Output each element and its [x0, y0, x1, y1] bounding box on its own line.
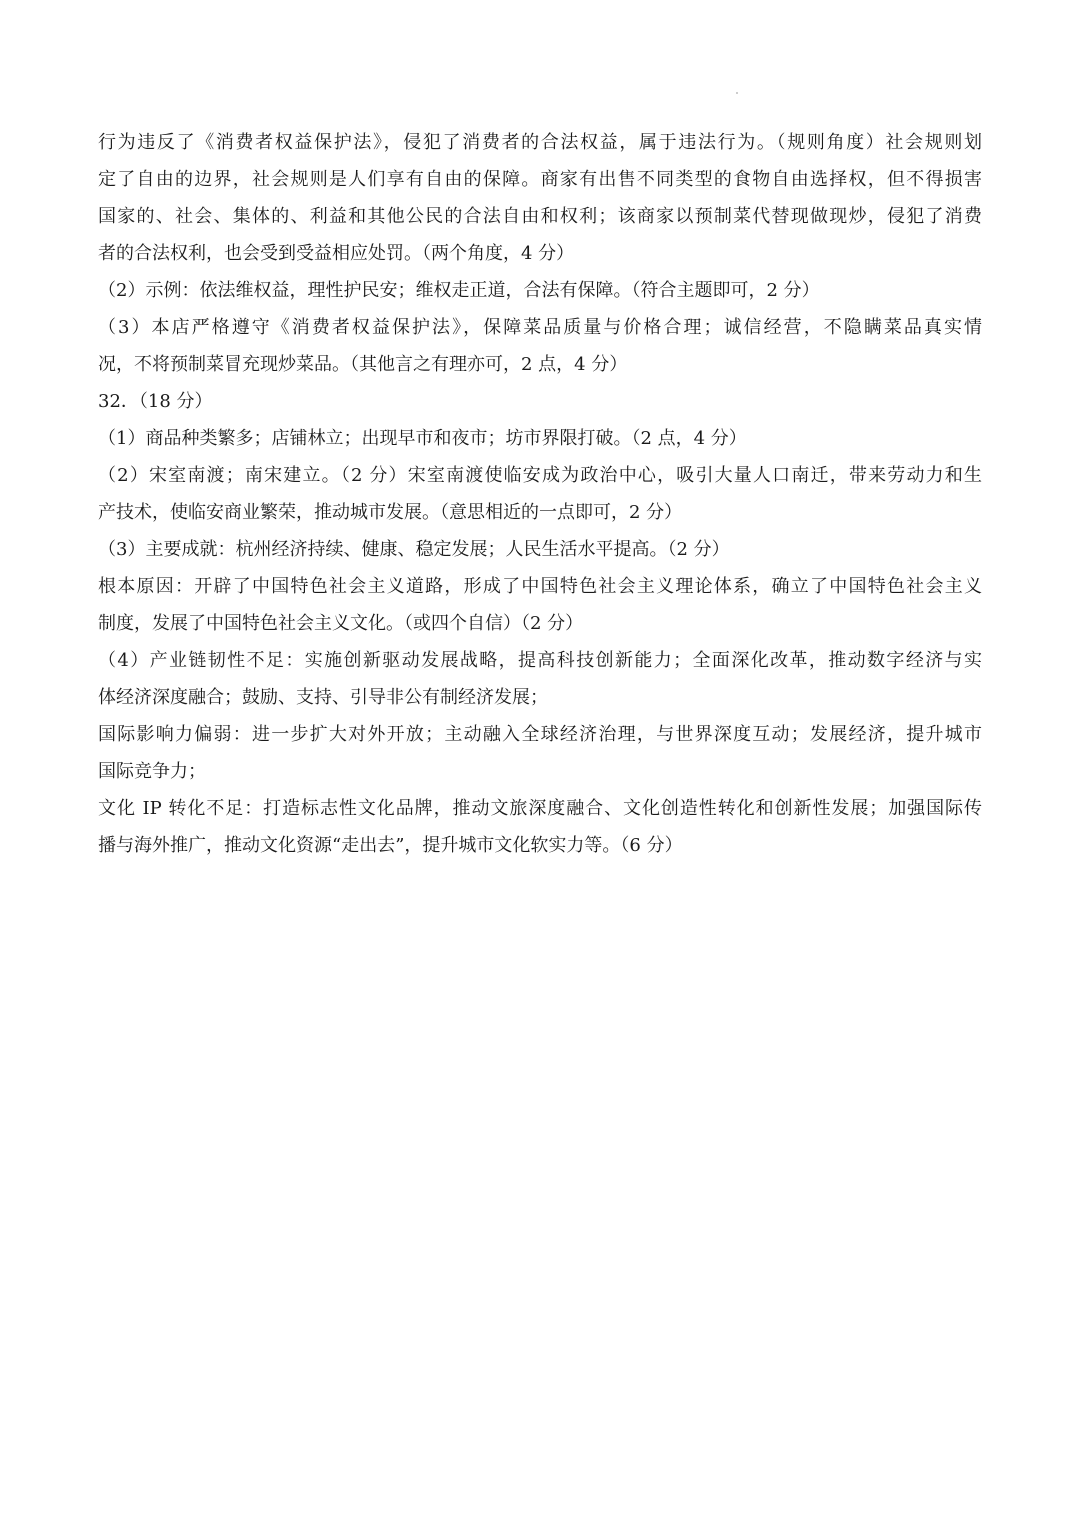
answer-line: 播与海外推广，推动文化资源“走出去”，提升城市文化软实力等。（6 分） — [98, 835, 683, 856]
answer-line: （3）本店严格遵守《消费者权益保护法》，保障菜品质量与价格合理；诚信经营，不隐瞒菜品真实情 — [98, 317, 982, 338]
answer-line: 行为违反了《消费者权益保护法》，侵犯了消费者的合法权益，属于违法行为。（规则角度）社会规则划 — [98, 132, 982, 153]
answer-line: 定了自由的边界，社会规则是人们享有自由的保障。商家有出售不同类型的食物自由选择权，但不得损害 — [98, 169, 982, 190]
answer-text-block — [98, 124, 982, 864]
answer-line: 国际竞争力； — [98, 761, 206, 782]
answer-line: 文化 IP 转化不足：打造标志性文化品牌，推动文旅深度融合、文化创造性转化和创新性发展；加强国际传 — [98, 798, 982, 819]
answer-line: （4）产业链韧性不足：实施创新驱动发展战略，提高科技创新能力；全面深化改革，推动数字经济与实 — [98, 650, 982, 671]
answer-line: 产技术，使临安商业繁荣，推动城市发展。（意思相近的一点即可，2 分） — [98, 502, 683, 523]
answer-line: 制度，发展了中国特色社会主义文化。（或四个自信）（2 分） — [98, 613, 584, 634]
answer-line: 体经济深度融合；鼓励、支持、引导非公有制经济发展； — [98, 687, 548, 708]
question-number: 32．（18 分） — [98, 391, 213, 412]
answer-line: （3）主要成就：杭州经济持续、健康、稳定发展；人民生活水平提高。（2 分） — [98, 539, 730, 560]
answer-line: 根本原因：开辟了中国特色社会主义道路，形成了中国特色社会主义理论体系，确立了中国特色社会主义 — [98, 576, 982, 597]
answer-line: 国际影响力偏弱：进一步扩大对外开放；主动融入全球经济治理，与世界深度互动；发展经济，提升城市 — [98, 724, 982, 745]
scan-speck — [736, 92, 738, 94]
answer-line: 者的合法权利，也会受到受益相应处罚。（两个角度，4 分） — [98, 243, 575, 264]
answer-line: 国家的、社会、集体的、利益和其他公民的合法自由和权利；该商家以预制菜代替现做现炒，侵犯了消费 — [98, 206, 982, 227]
answer-line: （2）示例：依法维权益，理性护民安；维权走正道，合法有保障。（符合主题即可，2 分） — [98, 280, 820, 301]
answer-line: 况，不将预制菜冒充现炒菜品。（其他言之有理亦可，2 点，4 分） — [98, 354, 628, 375]
answer-line: （2）宋室南渡；南宋建立。（2 分）宋室南渡使临安成为政治中心，吸引大量人口南迁，带来劳动力和生 — [98, 465, 982, 486]
answer-line: （1）商品种类繁多；店铺林立；出现早市和夜市；坊市界限打破。（2 点，4 分） — [98, 428, 747, 449]
